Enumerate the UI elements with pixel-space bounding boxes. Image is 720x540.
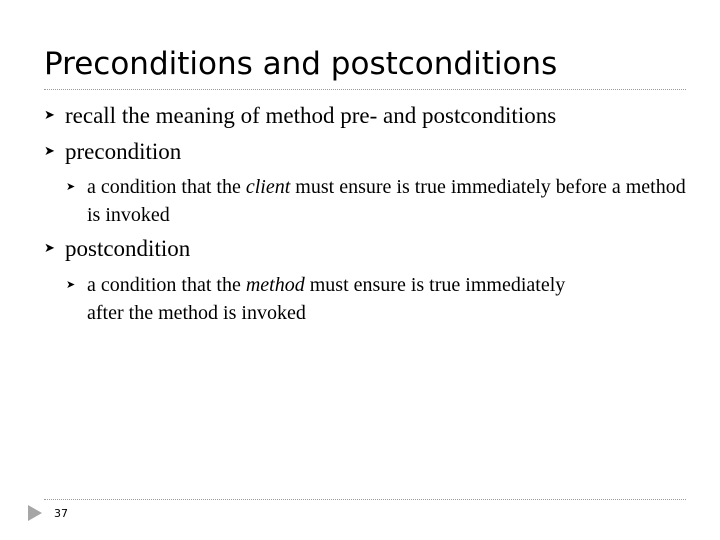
triangle-right-icon <box>28 505 42 521</box>
slide-title: Preconditions and postconditions <box>44 46 558 82</box>
sub-text-before: a condition that the <box>87 274 246 296</box>
right-arrowhead-icon: ➤ <box>66 278 76 291</box>
right-arrowhead-icon: ➤ <box>44 241 55 256</box>
sub-text-after: must ensure is true immediately before a method is invoked <box>87 176 686 226</box>
right-arrowhead-icon: ➤ <box>66 180 76 193</box>
bullet-text: precondition <box>65 139 182 164</box>
sub-bullet-text <box>87 173 687 229</box>
sub-bullet-text <box>87 271 587 327</box>
bullet-text: recall the meaning of method pre- and postconditions <box>65 103 557 128</box>
emphasis-method: method <box>245 274 305 296</box>
emphasis-client: client <box>245 176 291 198</box>
bullet-text: postcondition <box>65 236 191 261</box>
page-number: 37 <box>54 507 68 520</box>
sub-text-after: must ensure is true immediately after the method is invoked <box>87 274 566 324</box>
footer-divider <box>44 499 686 500</box>
right-arrowhead-icon: ➤ <box>44 144 55 159</box>
title-divider <box>44 89 686 90</box>
sub-text-before: a condition that the <box>87 176 246 198</box>
right-arrowhead-icon: ➤ <box>44 108 55 123</box>
